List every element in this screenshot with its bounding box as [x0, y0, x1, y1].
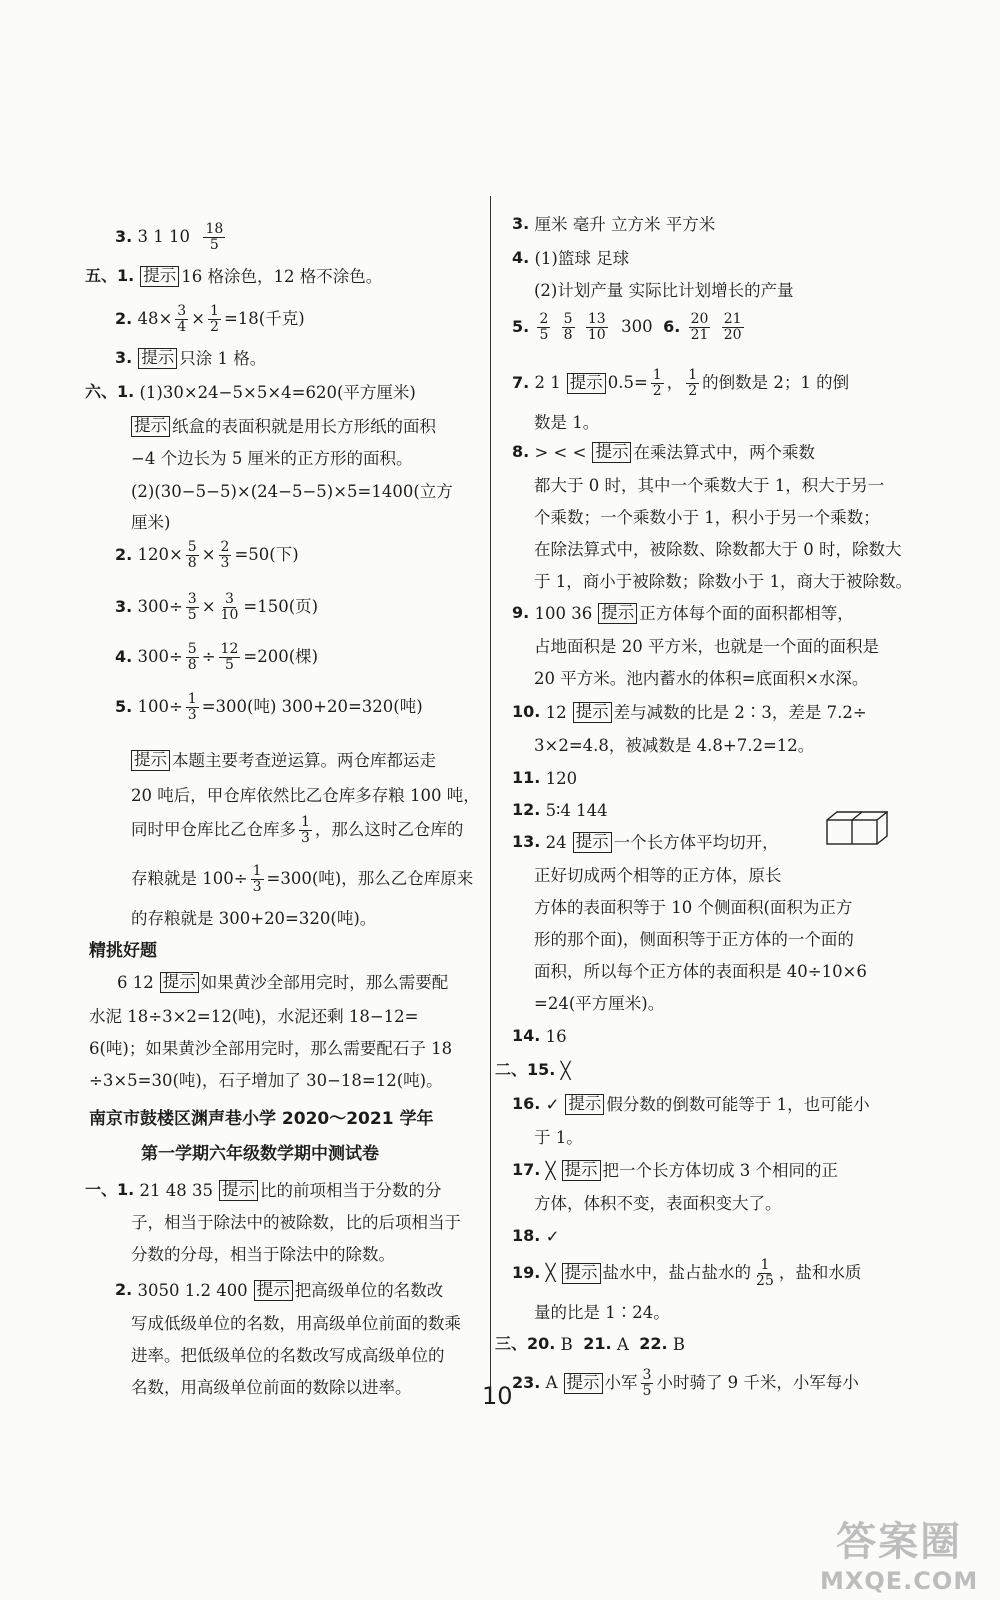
- answer-line: (2)(30−5−5)×(24−5−5)×5=1400(立方: [131, 482, 453, 501]
- answer-line: 二、 15. ╳: [495, 1060, 571, 1080]
- fraction: $\frac{5}{8}$: [563, 311, 573, 343]
- tip-label: 提示: [131, 750, 170, 771]
- answer-line: 19. ╳ 提示 盐水中，盐占盐水的 $\frac{1}{25}$ ，盐和水质: [512, 1257, 862, 1289]
- answer-line: 提示 纸盒的表面积就是用长方形纸的面积: [131, 416, 436, 437]
- answer-line: 方体，体积不变，表面积变大了。: [534, 1194, 782, 1213]
- answer-line: 2. 120× $\frac{5}{8}$ × $\frac{2}{3}$ =50(下): [115, 539, 299, 571]
- column-divider: [490, 196, 491, 1396]
- answer-line: 形的那个面)，侧面积等于正方体的一个面的: [534, 930, 854, 949]
- answer-line: (2)计划产量 实际比计划增长的产量: [534, 281, 794, 300]
- tip-label: 提示: [592, 442, 631, 463]
- answer-line: 2. 48× $\frac{3}{4}$ × $\frac{1}{2}$ =18(千克): [115, 303, 305, 335]
- fraction: $\frac{18}{5}$: [205, 221, 224, 253]
- answer-line: 9. 100 36 提示 正方体每个面的面积都相等，: [512, 603, 854, 623]
- tip-label: 提示: [573, 832, 612, 853]
- section-heading: 精挑好题: [89, 941, 157, 961]
- tip-label: 提示: [131, 416, 170, 437]
- answer-line: 存粮就是 100÷ $\frac{1}{3}$ =300(吨)，那么乙仓库原来: [131, 863, 474, 895]
- fraction: $\frac{3}{5}$: [187, 591, 197, 623]
- fraction: $\frac{2}{5}$: [539, 311, 549, 343]
- answer-line: 面积，所以每个正方体的表面积是 40÷10×6: [534, 962, 867, 981]
- tip-label: 提示: [573, 702, 612, 723]
- answer-line: 方体的表面积等于 10 个侧面积(面积为正方: [534, 898, 853, 917]
- answer-line: 个乘数；一个乘数小于 1，积小于另一个乘数；: [534, 508, 880, 527]
- answer-line: 名数，用高级单位前面的数除以进率。: [131, 1378, 412, 1397]
- answer-line: 进率。把低级单位的名数改写成高级单位的: [131, 1346, 445, 1365]
- fraction: $\frac{5}{8}$: [187, 641, 197, 673]
- answer-line: 13. 24 提示 一个长方体平均切开，: [512, 832, 779, 852]
- answer-line: 厘米): [131, 513, 171, 532]
- answer-line: ÷3×5=30(吨)，石子增加了 30−18=12(吨)。: [89, 1071, 443, 1090]
- answer-line: 5. 100÷ $\frac{1}{3}$ =300(吨) 300+20=320(吨): [115, 691, 423, 723]
- answer-line: 提示 本题主要考查逆运算。两仓库都运走: [131, 750, 436, 771]
- tip-label: 提示: [138, 348, 177, 369]
- tip-label: 提示: [254, 1280, 293, 1301]
- answer-line: 20 平方米。池内蓄水的体积=底面积×水深。: [534, 669, 869, 688]
- answer-line: 的存粮就是 300+20=320(吨)。: [131, 909, 377, 928]
- fraction: $\frac{1}{2}$: [652, 367, 662, 399]
- answer-line: 7. 2 1 提示 0.5= $\frac{1}{2}$ ， $\frac{1}{2}$ 的倒数是 2；1 的倒: [512, 367, 850, 399]
- answer-line: 子，相当于除法中的被除数，比的后项相当于: [131, 1213, 461, 1232]
- answer-line: 量的比是 1∶24。: [534, 1303, 670, 1322]
- fraction: $\frac{1}{3}$: [187, 691, 197, 723]
- answer-line: 数是 1。: [534, 413, 600, 432]
- exam-subtitle: 第一学期六年级数学期中测试卷: [141, 1144, 379, 1164]
- answer-line: 11. 120: [512, 768, 578, 788]
- answer-line: 在除法算式中，被除数、除数都大于 0 时，除数大: [534, 540, 902, 559]
- answer-line: 18. ✓: [512, 1226, 560, 1246]
- fraction: $\frac{3}{4}$: [177, 303, 187, 335]
- tip-label: 提示: [140, 266, 179, 287]
- answer-line: 14. 16: [512, 1026, 567, 1046]
- tip-label: 提示: [160, 972, 199, 993]
- answer-line: 一、 1. 21 48 35 提示 比的前项相当于分数的分: [85, 1180, 442, 1200]
- answer-line: 都大于 0 时，其中一个乘数大于 1，积大于另一: [534, 476, 885, 495]
- tip-label: 提示: [598, 603, 637, 624]
- fraction: $\frac{13}{10}$: [587, 311, 606, 343]
- answer-line: 三、 20. B 21. A 22. B: [495, 1334, 685, 1354]
- fraction: $\frac{1}{3}$: [252, 863, 262, 895]
- fraction: $\frac{1}{2}$: [210, 303, 219, 335]
- answer-line: 6 12 提示 如果黄沙全部用完时，那么需要配: [117, 972, 449, 992]
- answer-line: 16. ✓ 提示 假分数的倒数可能等于 1，也可能小: [512, 1094, 870, 1114]
- exam-title: 南京市鼓楼区渊声巷小学 2020～2021 学年: [89, 1109, 434, 1129]
- cuboid-diagram: [826, 811, 888, 845]
- page-number: 10: [482, 1382, 513, 1410]
- answer-line: 4. (1)篮球 足球: [512, 248, 630, 268]
- answer-line: 2. 3050 1.2 400 提示 把高级单位的名数改: [115, 1280, 444, 1300]
- answer-line: 于 1，商小于被除数；除数小于 1，商大于被除数。: [534, 572, 912, 591]
- answer-line: 10. 12 提示 差与减数的比是 2∶3，差是 7.2÷: [512, 702, 867, 722]
- tip-label: 提示: [219, 1180, 258, 1201]
- tip-label: 提示: [564, 1373, 603, 1394]
- tip-label: 提示: [567, 373, 606, 394]
- answer-line: 3. 300÷ $\frac{3}{5}$ × $\frac{3}{10}$ =150(页): [115, 591, 319, 623]
- answer-line: 3. 3 1 10 $\frac{18}{5}$: [115, 221, 224, 253]
- watermark-logo: [820, 1510, 978, 1595]
- answer-line: 6(吨)；如果黄沙全部用完时，那么需要配石子 18: [89, 1039, 453, 1058]
- answer-line: 20 吨后，甲仓库依然比乙仓库多存粮 100 吨，: [131, 786, 480, 805]
- watermark-line2: MXQE.COM: [820, 1567, 979, 1595]
- answer-line: 分数的分母，相当于除法中的除数。: [131, 1245, 395, 1264]
- fraction: $\frac{2}{3}$: [220, 539, 230, 571]
- answer-line: −4 个边长为 5 厘米的正方形的面积。: [131, 449, 413, 468]
- answer-line: 同时甲仓库比乙仓库多 $\frac{1}{3}$ ，那么这时乙仓库的: [131, 814, 464, 846]
- fraction: $\frac{5}{8}$: [187, 539, 197, 571]
- answer-line: 正好切成两个相等的正方体，原长: [534, 866, 782, 885]
- answer-line: 3. 提示 只涂 1 格。: [115, 348, 267, 368]
- answer-line: 3×2=4.8，被减数是 4.8+7.2=12。: [534, 736, 815, 755]
- fraction: $\frac{20}{21}$: [690, 311, 709, 343]
- answer-line: 六、 1. (1)30×24−5×5×4=620(平方厘米): [85, 382, 416, 402]
- answer-line: 水泥 18÷3×2=12(吨)，水泥还剩 18−12=: [89, 1007, 419, 1026]
- answer-line: 23. A 提示 小军 $\frac{3}{5}$ 小时骑了 9 千米，小军每小: [512, 1367, 859, 1399]
- answer-line: 5. $\frac{2}{5}$ $\frac{5}{8}$ $\frac{13}{10}$ 300 6. $\frac{20}{21}$ $\frac{21}{20}$: [512, 311, 742, 343]
- answer-line: 3. 厘米 毫升 立方米 平方米: [512, 214, 716, 234]
- fraction: $\frac{1}{25}$: [756, 1257, 774, 1289]
- answer-line: 于 1。: [534, 1128, 583, 1147]
- answer-line: 12. 5∶4 144: [512, 800, 608, 820]
- fraction: $\frac{3}{10}$: [220, 591, 239, 623]
- fraction: $\frac{21}{20}$: [723, 311, 742, 343]
- tip-label: 提示: [562, 1263, 601, 1284]
- answer-line: 写成低级单位的名数，用高级单位前面的数乘: [131, 1314, 461, 1333]
- fraction: $\frac{12}{5}$: [220, 641, 239, 673]
- answer-line: 五、 1. 提示 16 格涂色，12 格不涂色。: [85, 266, 383, 286]
- answer-line: 8. > < < 提示 在乘法算式中，两个乘数: [512, 442, 815, 462]
- fraction: $\frac{1}{2}$: [688, 367, 698, 399]
- fraction: $\frac{1}{3}$: [301, 814, 310, 846]
- tip-label: 提示: [562, 1160, 601, 1181]
- fraction: $\frac{3}{5}$: [642, 1367, 652, 1399]
- answer-line: 占地面积是 20 平方米，也就是一个面的面积是: [534, 637, 879, 656]
- answer-line: =24(平方厘米)。: [534, 994, 665, 1013]
- answer-line: 4. 300÷ $\frac{5}{8}$ ÷ $\frac{12}{5}$ =200(棵): [115, 641, 319, 673]
- watermark-line1: 答案圈: [836, 1519, 963, 1565]
- answer-line: 17. ╳ 提示 把一个长方体切成 3 个相同的正: [512, 1160, 839, 1180]
- tip-label: 提示: [565, 1094, 604, 1115]
